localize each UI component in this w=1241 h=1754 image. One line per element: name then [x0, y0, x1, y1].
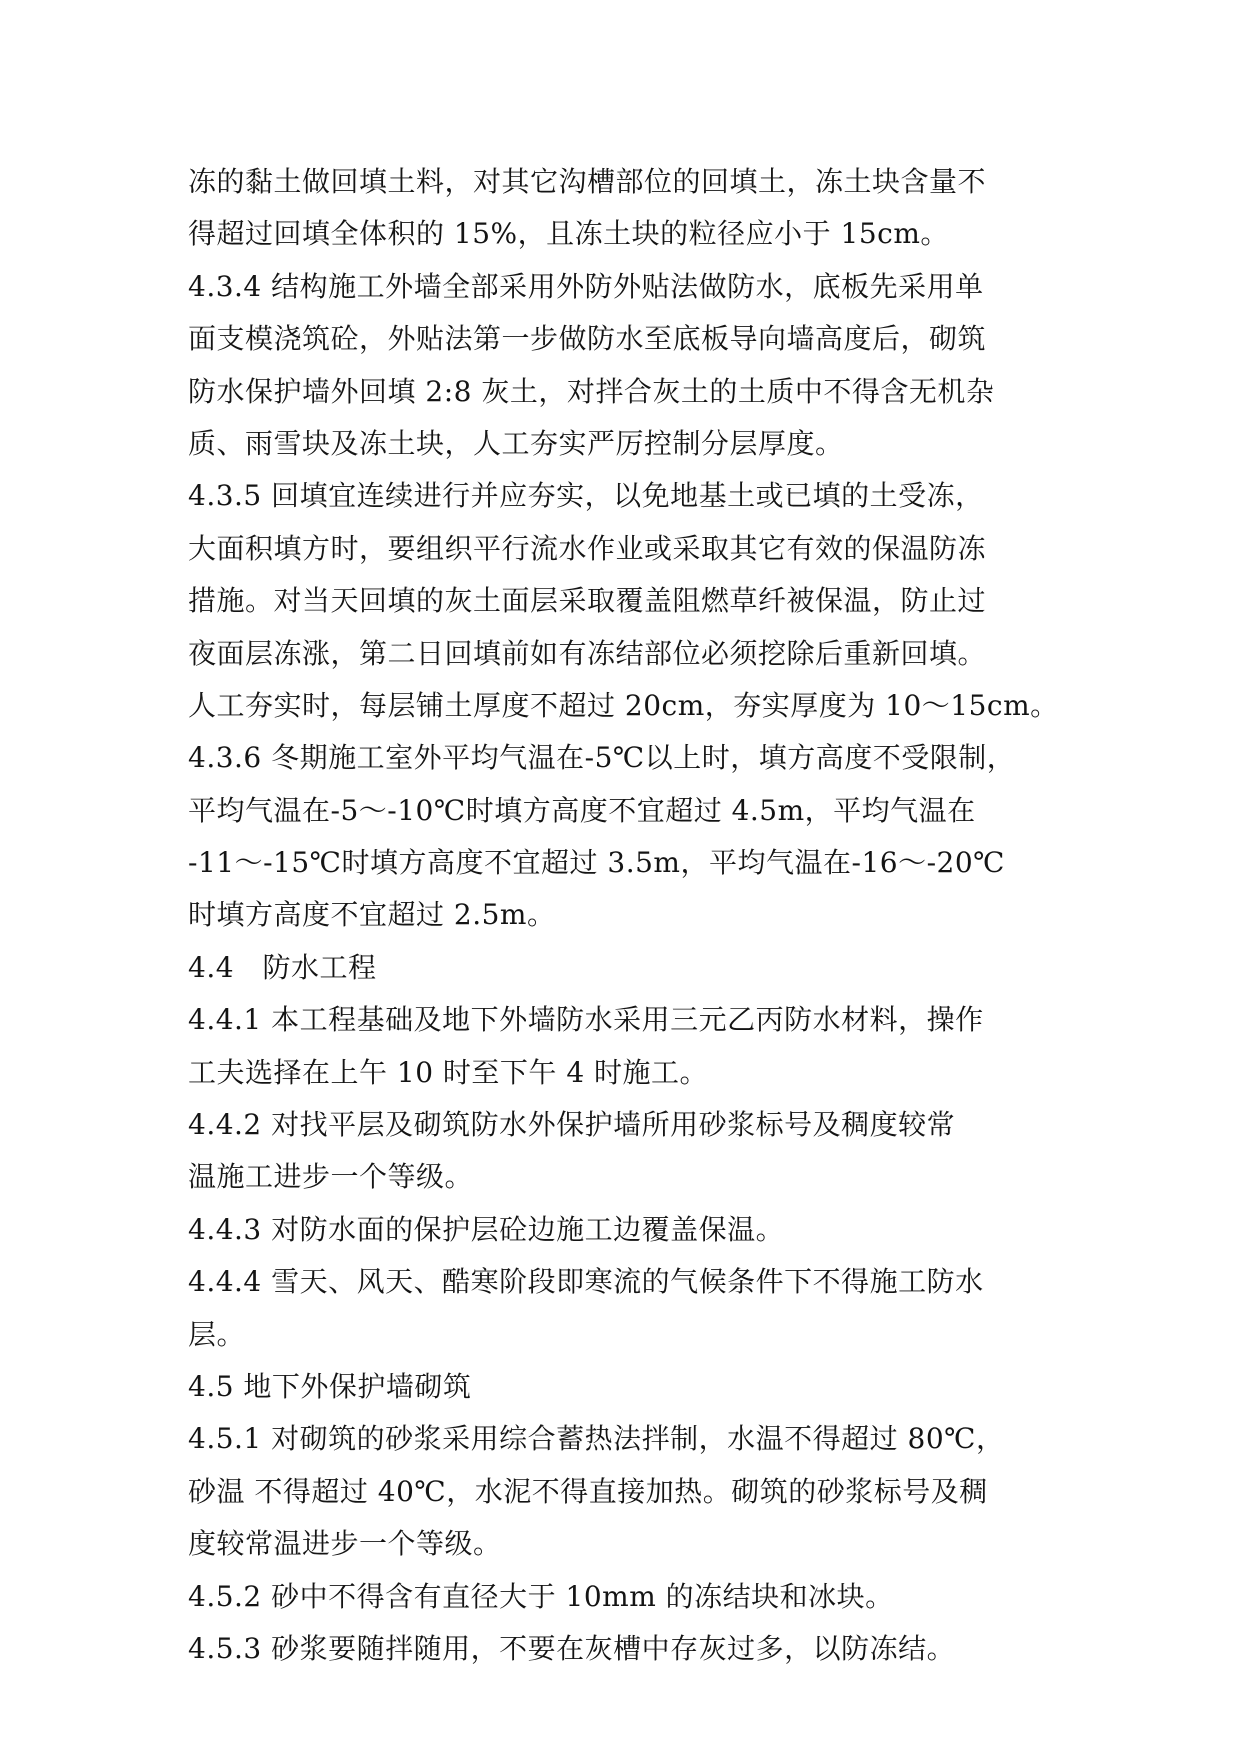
- section-4-3-6: 4.3.6 冬期施工室外平均气温在-5℃以上时，填方高度不受限制，: [188, 741, 1016, 775]
- text-line: 夜面层冻涨，第二日回填前如有冻结部位必须挖除后重新回填。: [188, 636, 987, 670]
- text-line: 平均气温在-5～-10℃时填方高度不宜超过 4.5m，平均气温在: [188, 793, 976, 827]
- section-4-5-2: 4.5.2 砂中不得含有直径大于 10mm 的冻结块和冰块。: [188, 1579, 894, 1613]
- text-line: 措施。对当天回填的灰土面层采取覆盖阻燃草纤被保温，防止过: [188, 584, 987, 618]
- text-line: 冻的黏土做回填土料，对其它沟槽部位的回填土，冻土块含量不: [188, 165, 987, 198]
- text-line: 度较常温进步一个等级。: [188, 1527, 502, 1561]
- text-line: 工夫选择在上午 10 时至下午 4 时施工。: [188, 1055, 709, 1089]
- text-line: 砂温 不得超过 40℃，水泥不得直接加热。砌筑的砂浆标号及稠: [188, 1474, 988, 1508]
- text-line: 人工夯实时，每层铺土厚度不超过 20cm，夯实厚度为 10～15cm。: [188, 688, 1059, 722]
- text-line: 质、雨雪块及冻土块，人工夯实严厉控制分层厚度。: [188, 426, 844, 460]
- section-4-4-2: 4.4.2 对找平层及砌筑防水外保护墙所用砂浆标号及稠度较常: [188, 1108, 956, 1142]
- section-4-4-3: 4.4.3 对防水面的保护层砼边施工边覆盖保温。: [188, 1212, 785, 1246]
- text-line: 得超过回填全体积的 15%，且冻土块的粒径应小于 15cm。: [188, 217, 949, 251]
- section-heading-4-5: 4.5 地下外保护墙砌筑: [188, 1369, 472, 1403]
- section-4-5-3: 4.5.3 砂浆要随拌随用，不要在灰槽中存灰过多，以防冻结。: [188, 1631, 956, 1665]
- section-heading-4-4: 4.4 防水工程: [188, 950, 377, 984]
- section-4-4-1: 4.4.1 本工程基础及地下外墙防水采用三元乙丙防水材料，操作: [188, 1003, 984, 1037]
- text-line: 温施工进步一个等级。: [188, 1160, 474, 1194]
- section-4-3-4: 4.3.4 结构施工外墙全部采用外防外贴法做防水，底板先采用单: [188, 269, 984, 303]
- text-line: 大面积填方时，要组织平行流水作业或采取其它有效的保温防冻: [188, 531, 987, 565]
- text-line: 防水保护墙外回填 2:8 灰土，对拌合灰土的土质中不得含无机杂: [188, 374, 995, 408]
- document-body: [188, 156, 1068, 1675]
- text-line: 层。: [188, 1317, 246, 1351]
- text-line: 面支模浇筑砼，外贴法第一步做防水至底板导向墙高度后，砌筑: [188, 322, 987, 356]
- section-4-5-1: 4.5.1 对砌筑的砂浆采用综合蓄热法拌制，水温不得超过 80℃，: [188, 1422, 1005, 1456]
- section-4-3-5: 4.3.5 回填宜连续进行并应夯实，以免地基土或已填的土受冻，: [188, 479, 984, 513]
- text-line: 时填方高度不宜超过 2.5m。: [188, 898, 556, 932]
- text-line: -11～-15℃时填方高度不宜超过 3.5m，平均气温在-16～-20℃: [188, 846, 1005, 880]
- section-4-4-4: 4.4.4 雪天、风天、酷寒阶段即寒流的气候条件下不得施工防水: [188, 1265, 984, 1299]
